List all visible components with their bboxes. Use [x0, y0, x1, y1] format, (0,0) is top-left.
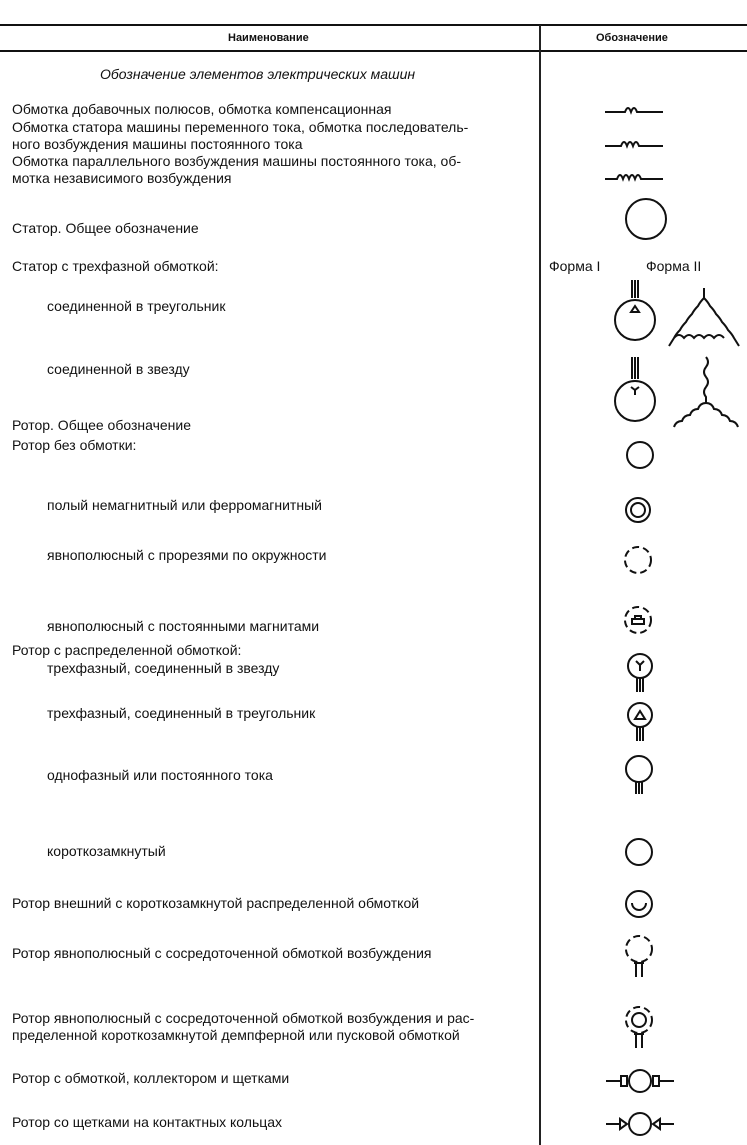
header-rule	[0, 50, 747, 52]
row-text: Ротор с обмоткой, коллектором и щетками	[12, 1070, 290, 1086]
rotor-star-winding-icon	[626, 652, 656, 696]
row-text: Ротор явнополюсный с сосредоточенной обмоткой возбуждения и рас-	[12, 1010, 475, 1026]
row-text: трехфазный, соединенный в треугольник	[47, 705, 316, 721]
hollow-rotor-icon	[624, 496, 654, 526]
rotor-circle-icon	[626, 441, 656, 471]
salient-pole-rotor-icon	[625, 935, 655, 981]
row-text: короткозамкнутый	[47, 843, 166, 859]
row-text: Ротор внешний с короткозамкнутой распределенной обмоткой	[12, 895, 420, 911]
permanent-magnet-rotor-icon	[624, 606, 654, 636]
slip-ring-rotor-icon	[606, 1111, 676, 1137]
winding-symbol-3	[605, 167, 665, 183]
winding-symbol-1	[605, 100, 665, 116]
row-text: однофазный или постоянного тока	[47, 767, 273, 783]
row-text: Ротор с распределенной обмоткой:	[12, 642, 242, 658]
header-symbol: Обозначение	[596, 32, 668, 44]
rotor-single-phase-icon	[624, 754, 656, 798]
form-2-label: Форма II	[646, 258, 702, 274]
column-divider	[539, 25, 541, 1145]
rotor-delta-winding-icon	[626, 701, 656, 745]
row-text: трехфазный, соединенный в звезду	[47, 660, 280, 676]
slotted-rotor-icon	[624, 546, 654, 576]
row-text: Ротор со щетками на контактных кольцах	[12, 1114, 283, 1130]
row-text: Ротор без обмотки:	[12, 437, 137, 453]
winding-symbol-2	[605, 134, 665, 150]
external-rotor-icon	[625, 890, 655, 920]
commutator-rotor-icon	[606, 1068, 676, 1094]
row-text: явнополюсный с прорезями по окружности	[47, 547, 327, 563]
section-title: Обозначение элементов электрических машин	[100, 66, 416, 82]
stator-star-symbol	[614, 357, 744, 447]
row-text: мотка независимого возбуждения	[12, 170, 232, 186]
row-text: Ротор. Общее обозначение	[12, 417, 192, 433]
row-text: явнополюсный с постоянными магнитами	[47, 618, 320, 634]
row-text: соединенной в треугольник	[47, 298, 226, 314]
row-text: соединенной в звезду	[47, 361, 190, 377]
row-text: ного возбуждения машины постоянного тока	[12, 136, 303, 152]
row-text: Обмотка параллельного возбуждения машины постоянного тока, об-	[12, 153, 462, 169]
row-text: Статор с трехфазной обмоткой:	[12, 258, 219, 274]
header-name: Наименование	[228, 32, 309, 44]
row-text: Обмотка статора машины переменного тока, обмотка последователь-	[12, 119, 469, 135]
row-text: полый немагнитный или ферромагнитный	[47, 497, 322, 513]
form-1-label: Форма I	[549, 258, 601, 274]
row-text: Статор. Общее обозначение	[12, 220, 199, 236]
row-text: пределенной короткозамкнутой демпферной или пусковой обмоткой	[12, 1027, 460, 1043]
squirrel-cage-rotor-icon	[625, 838, 655, 868]
stator-circle-icon	[624, 197, 668, 241]
row-text: Ротор явнополюсный с сосредоточенной обмоткой возбуждения	[12, 945, 432, 961]
row-text: Обмотка добавочных полюсов, обмотка компенсационная	[12, 101, 392, 117]
table-top-rule	[0, 24, 747, 26]
salient-pole-damper-rotor-icon	[625, 1006, 655, 1052]
stator-delta-symbol	[614, 280, 744, 360]
